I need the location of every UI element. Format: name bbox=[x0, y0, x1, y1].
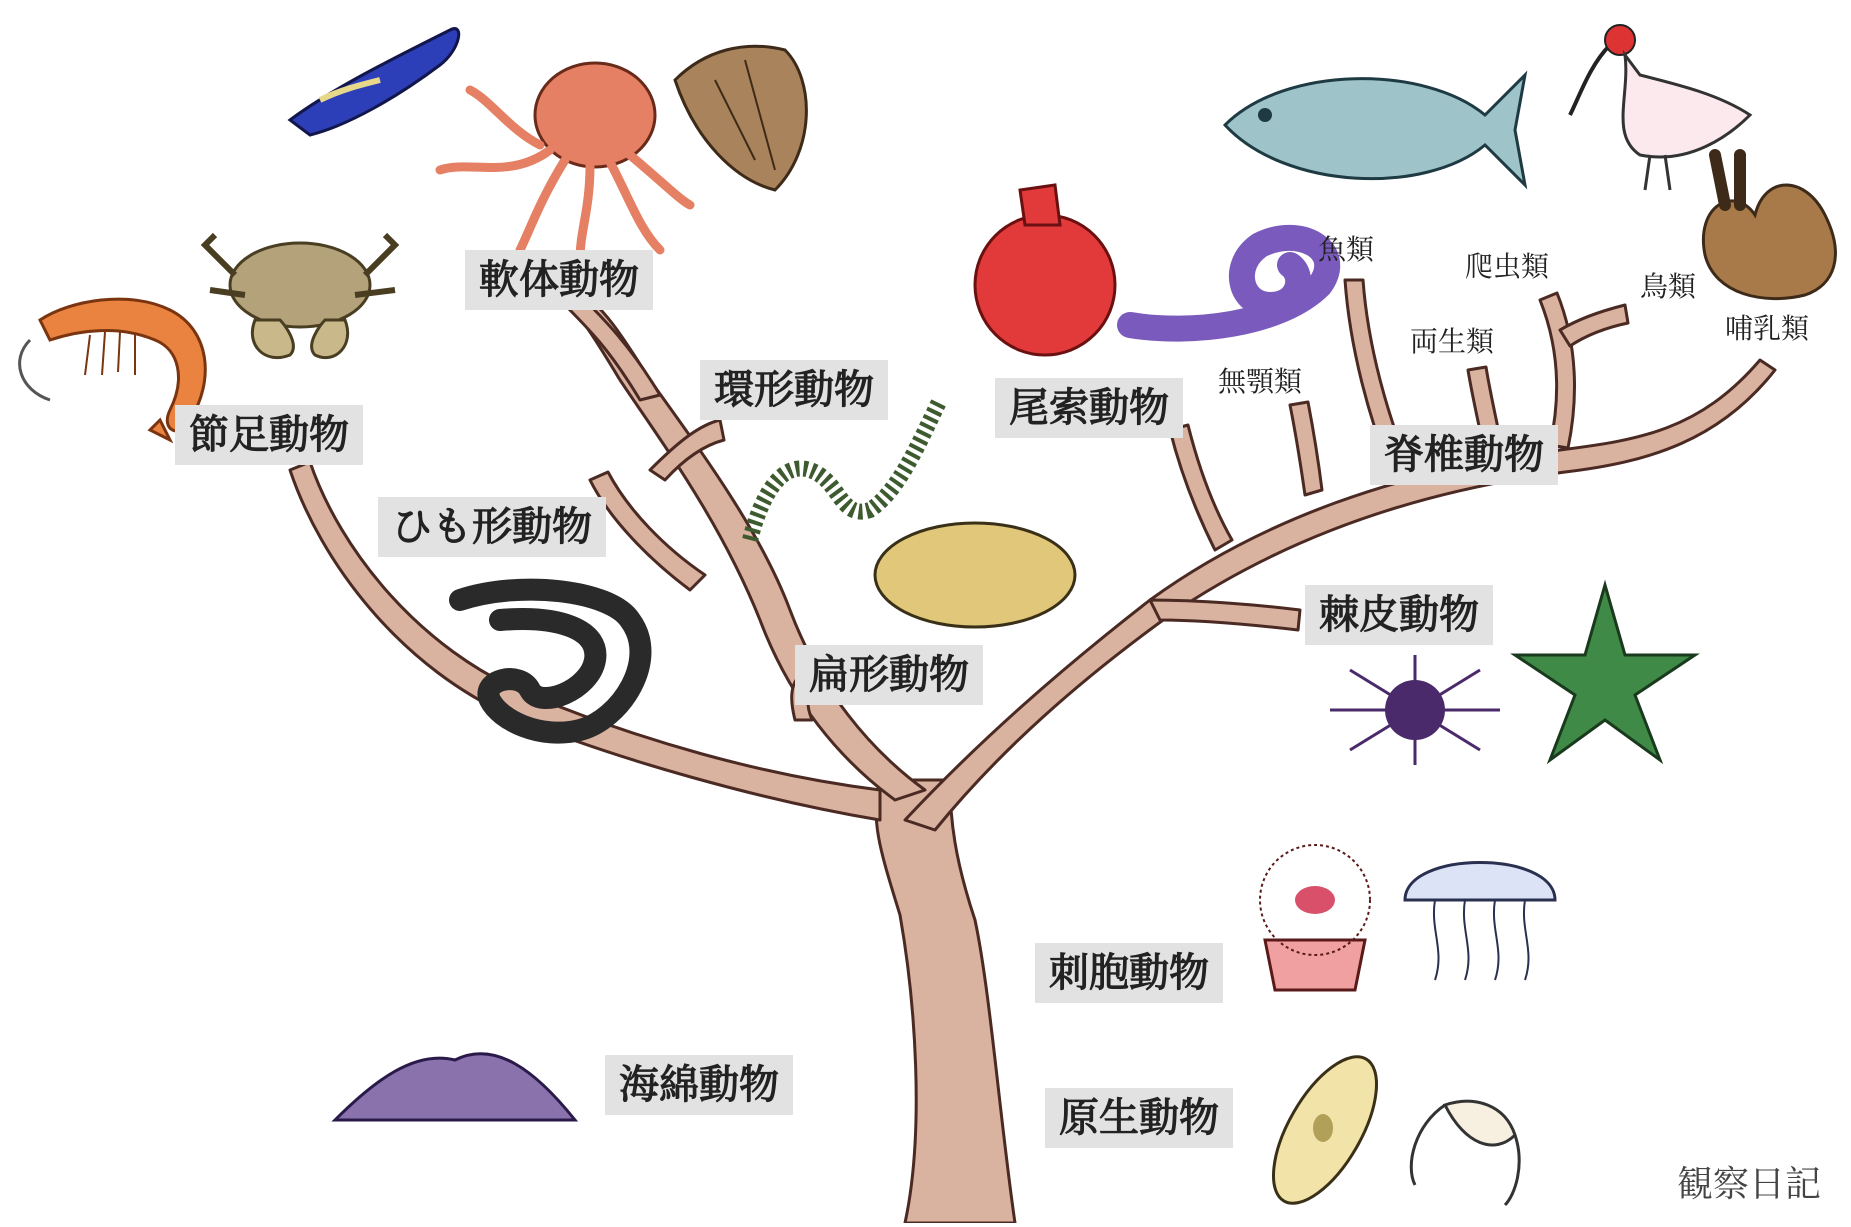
branch-aves bbox=[1560, 305, 1628, 346]
sea-squirt-icon bbox=[975, 185, 1115, 355]
starfish-icon bbox=[1515, 585, 1695, 760]
label-vertebrata: 脊椎動物 bbox=[1370, 425, 1558, 485]
label-fish: 魚類 bbox=[1318, 233, 1375, 266]
label-mollusca: 軟体動物 bbox=[465, 250, 653, 310]
octopus-icon bbox=[440, 63, 690, 260]
paramecium-icon bbox=[1253, 1041, 1397, 1219]
fish-icon bbox=[1225, 75, 1525, 185]
label-echinodermata: 棘皮動物 bbox=[1305, 585, 1493, 645]
sea-urchin-icon bbox=[1330, 655, 1500, 765]
label-cnidaria: 刺胞動物 bbox=[1035, 943, 1223, 1003]
branch-agnatha bbox=[1290, 402, 1322, 495]
sea-slug-icon bbox=[290, 29, 459, 135]
sea-anemone-icon bbox=[1260, 845, 1370, 990]
branch-nemertea bbox=[590, 472, 705, 590]
label-aves: 鳥類 bbox=[1640, 270, 1697, 303]
label-annelida: 環形動物 bbox=[700, 360, 888, 420]
label-platyhelminthes: 扁形動物 bbox=[795, 645, 983, 705]
label-protozoa: 原生動物 bbox=[1045, 1088, 1233, 1148]
label-agnatha: 無顎類 bbox=[1218, 365, 1303, 398]
branch-echinoderm bbox=[1150, 600, 1300, 630]
label-reptilia: 爬虫類 bbox=[1465, 250, 1550, 283]
label-urochordata: 尾索動物 bbox=[995, 378, 1183, 438]
label-mammalia: 哺乳類 bbox=[1725, 312, 1810, 345]
crab-icon bbox=[205, 235, 395, 358]
credit-text: 観察日記 bbox=[1676, 1164, 1821, 1205]
snail-icon bbox=[675, 46, 806, 190]
rabbit-icon bbox=[1703, 155, 1835, 299]
bristle-worm-icon bbox=[750, 400, 940, 540]
label-porifera: 海綿動物 bbox=[605, 1055, 793, 1115]
sponge-icon bbox=[335, 1054, 575, 1120]
label-amphibia: 両生類 bbox=[1410, 325, 1495, 358]
flagellate-icon bbox=[1411, 1101, 1519, 1205]
label-arthropoda: 節足動物 bbox=[175, 405, 363, 465]
label-nemertea: ひも形動物 bbox=[378, 497, 606, 557]
hagfish-icon bbox=[1130, 238, 1327, 329]
jellyfish-icon bbox=[1405, 863, 1555, 981]
trunk bbox=[876, 780, 1015, 1223]
branch-urochordata bbox=[1170, 425, 1232, 550]
flatworm-icon bbox=[875, 523, 1075, 627]
